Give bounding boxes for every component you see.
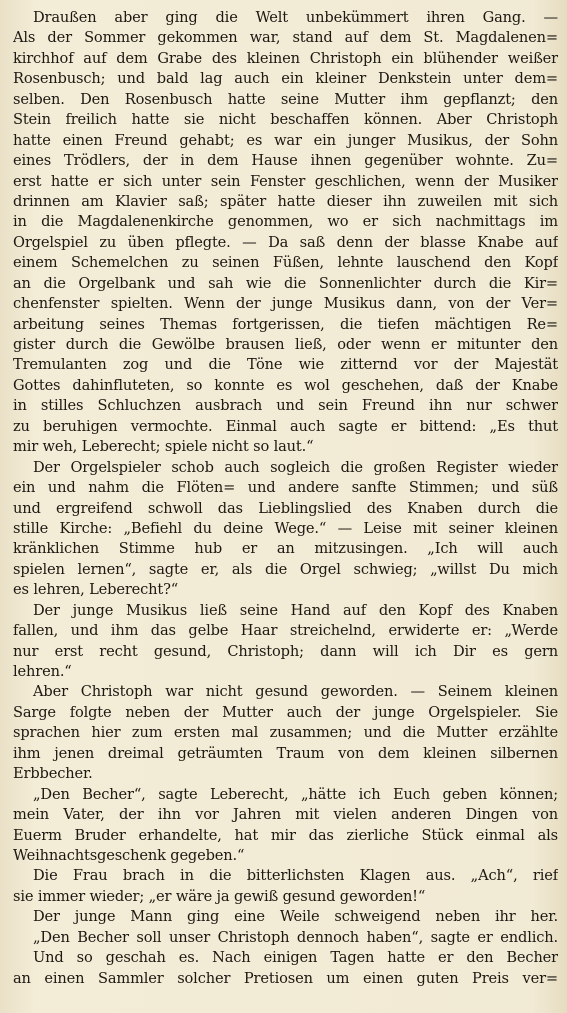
text-line: an einen Sammler solcher Pretiosen um einen guten Preis ver= [13, 969, 558, 987]
text-line: lehren.“ [13, 663, 72, 680]
text-line: Der Orgelspieler schob auch sogleich die großen Register wieder [33, 458, 558, 476]
text-line: Stein freilich hatte sie nicht beschaffen können. Aber Christoph [13, 111, 558, 129]
text-line: gister durch die Gewölbe brausen ließ, oder wenn er mitunter den [13, 336, 558, 353]
text-line: Erbbecher. [13, 765, 93, 783]
text-line: sie immer wieder; „er wäre ja gewiß gesund geworden!“ [13, 887, 426, 905]
text-line: Sarge folgte neben der Mutter auch der junge Orgelspieler. Sie [13, 703, 558, 721]
text-line: chenfenster spielten. Wenn der junge Musikus dann, von der Ver= [13, 295, 558, 313]
text-line: Die Frau brach in die bitterlichsten Klagen aus. „Ach“, rief [33, 867, 558, 885]
text-line: hatte einen Freund gehabt; es war ein junger Musikus, der Sohn [13, 131, 558, 149]
text-line: einem Schemelchen zu seinen Füßen, lehnte lauschend den Kopf [13, 254, 558, 272]
text-line: zu beruhigen vermochte. Einmal auch sagte er bittend: „Es thut [13, 417, 558, 435]
text-line: Der junge Musikus ließ seine Hand auf den Kopf des Knaben [33, 601, 558, 619]
text-line: Und so geschah es. Nach einigen Tagen hatte er den Becher [33, 949, 558, 967]
text-line: mein Vater, der ihn vor Jahren mit vielen anderen Dingen von [13, 806, 558, 824]
text-line: in stilles Schluchzen ausbrach und sein Freund ihn nur schwer [13, 397, 558, 415]
text-line: an die Orgelbank und sah wie die Sonnenlichter durch die Kir= [13, 274, 558, 292]
text-line: Aber Christoph war nicht gesund geworden. — Seinem kleinen [33, 683, 558, 701]
text-line: Weihnachtsgeschenk gegeben.“ [13, 846, 245, 864]
text-line: ein und nahm die Flöten= und andere sanfte Stimmen; und süß [13, 479, 558, 497]
text-line: Tremulanten zog und die Töne wie zitternd vor der Majestät [13, 356, 558, 374]
text-line: fallen, und ihm das gelbe Haar streichelnd, erwiderte er: „Werde [13, 622, 558, 640]
text-line: und ergreifend schwoll das Lieblingslied des Knaben durch die [13, 499, 558, 517]
text-line: „Den Becher“, sagte Leberecht, „hätte ich Euch geben können; [33, 785, 558, 803]
text-line: eines Trödlers, der in dem Hause ihnen gegenüber wohnte. Zu= [13, 152, 558, 170]
text-line: erst hatte er sich unter sein Fenster geschlichen, wenn der Musiker [13, 172, 558, 190]
text-line: selben. Den Rosenbusch hatte seine Mutter ihm gepflanzt; den [13, 90, 558, 108]
text-line: Gottes dahinfluteten, so konnte es wol geschehen, daß der Knabe [13, 376, 558, 394]
text-line: Orgelspiel zu üben pflegte. — Da saß denn der blasse Knabe auf [13, 233, 558, 251]
text-line: Euerm Bruder erhandelte, hat mir das zierliche Stück einmal als [13, 826, 558, 844]
text-line: Der junge Mann ging eine Weile schweigend neben ihr her. [33, 908, 558, 926]
text-line: nur erst recht gesund, Christoph; dann will ich Dir es gern [13, 642, 558, 660]
text-line: arbeitung seines Themas fortgerissen, die tiefen mächtigen Re= [13, 315, 558, 333]
text-line: stille Kirche: „Befiehl du deine Wege.“ — Leise mit seiner kleinen [13, 519, 558, 537]
text-line: in die Magdalenenkirche genommen, wo er sich nachmittags im [13, 213, 558, 231]
text-line: Als der Sommer gekommen war, stand auf dem St. Magdalenen= [13, 29, 558, 47]
text-line: Rosenbusch; und bald lag auch ein kleiner Denkstein unter dem= [13, 70, 558, 88]
text-line: es lehren, Leberecht?“ [13, 581, 179, 599]
text-line: spielen lernen“, sagte er, als die Orgel schwieg; „willst Du mich [13, 560, 558, 578]
text-line: kirchhof auf dem Grabe des kleinen Christoph ein blühender weißer [13, 49, 558, 67]
text-line: kränklichen Stimme hub er an mitzusingen. „Ich will auch [13, 540, 558, 558]
text-line: Draußen aber ging die Welt unbekümmert ihren Gang. — [33, 9, 558, 26]
text-line: drinnen am Klavier saß; später hatte dieser ihn zuweilen mit sich [13, 192, 558, 210]
text-line: ihm jenen dreimal geträumten Traum von dem kleinen silbernen [13, 744, 558, 762]
text-line: mir weh, Leberecht; spiele nicht so laut.“ [13, 438, 314, 456]
text-line: „Den Becher soll unser Christoph dennoch haben“, sagte er endlich. [33, 928, 558, 946]
text-line: sprachen hier zum ersten mal zusammen; und die Mutter erzählte [13, 724, 558, 742]
